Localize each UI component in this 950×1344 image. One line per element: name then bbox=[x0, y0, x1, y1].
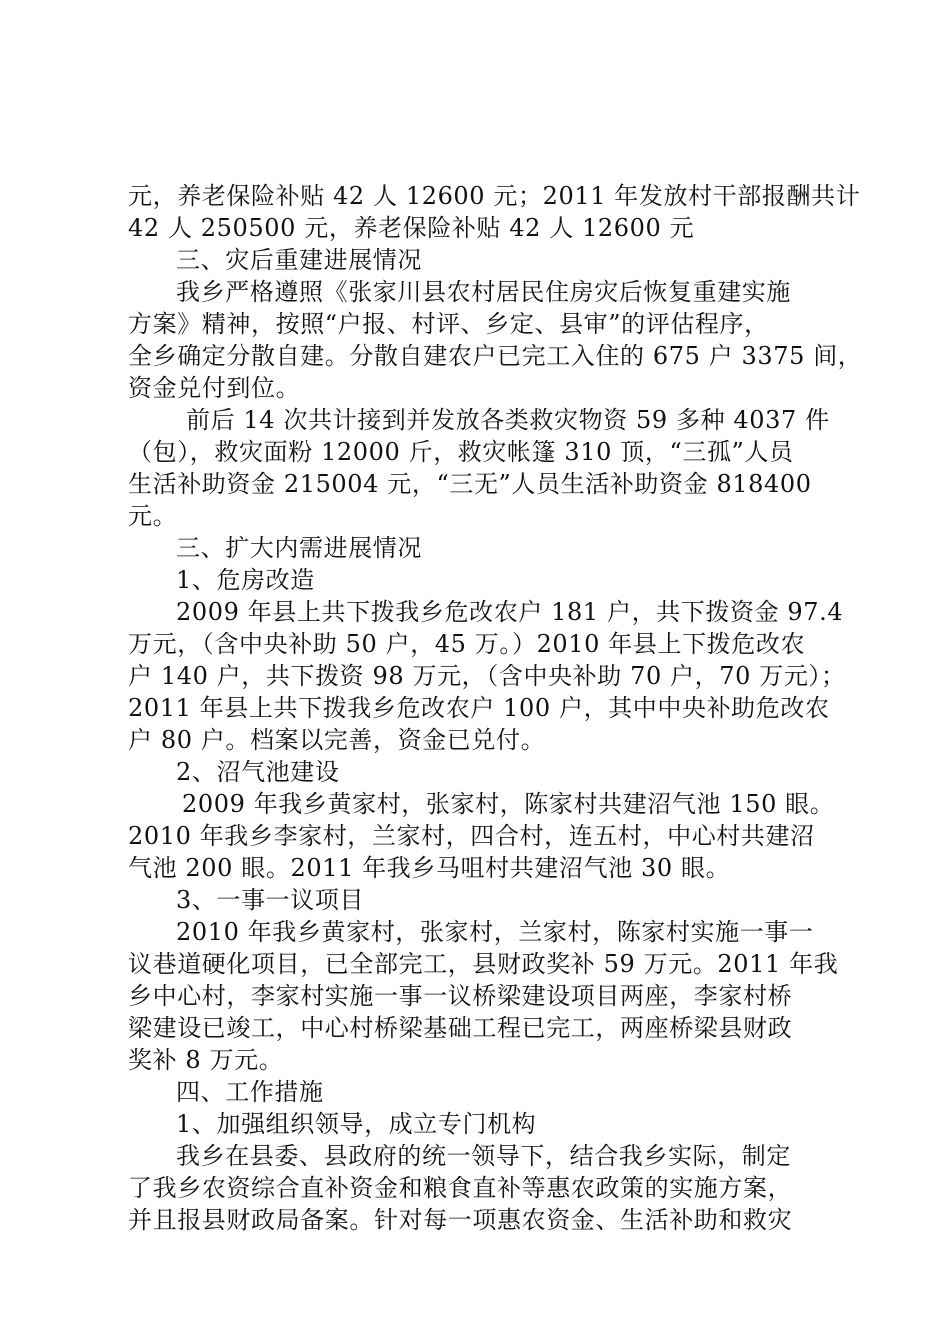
text-line: 方案》精神，按照“户报、村评、乡定、县审”的评估程序， bbox=[128, 310, 769, 338]
section-heading: 三、灾后重建进展情况 bbox=[176, 246, 422, 274]
text-line: 议巷道硬化项目，已全部完工，县财政奖补 59 万元。2011 年我 bbox=[128, 950, 839, 978]
subsection-heading: 3、一事一议项目 bbox=[176, 886, 365, 914]
text-line: 乡中心村，李家村实施一事一议桥梁建设项目两座，李家村桥 bbox=[128, 982, 793, 1010]
text-line: 户 140 户，共下拨资 98 万元，（含中央补助 70 户，70 万元）； bbox=[128, 662, 846, 690]
text-line: 2011 年县上共下拨我乡危改农户 100 户，其中中央补助危改农 bbox=[128, 694, 830, 722]
text-line: （包），救灾面粉 12000 斤，救灾帐篷 310 顶，“三孤”人员 bbox=[128, 438, 794, 466]
section-heading: 四、工作措施 bbox=[176, 1078, 324, 1106]
subsection-heading: 2、沼气池建设 bbox=[176, 758, 340, 786]
subsection-heading: 1、危房改造 bbox=[176, 566, 315, 594]
text-line: 全乡确定分散自建。分散自建农户已完工入住的 675 户 3375 间， bbox=[128, 342, 863, 370]
text-line: 资金兑付到位。 bbox=[128, 374, 301, 402]
text-line: 我乡在县委、县政府的统一领导下，结合我乡实际，制定 bbox=[176, 1142, 791, 1170]
text-line: 2010 年我乡李家村，兰家村，四合村，连五村，中心村共建沼 bbox=[128, 822, 815, 850]
text-line: 并且报县财政局备案。针对每一项惠农资金、生活补助和救灾 bbox=[128, 1206, 793, 1234]
text-line: 万元，（含中央补助 50 户，45 万。）2010 年县上下拨危改农 bbox=[128, 630, 806, 658]
text-line: 元，养老保险补贴 42 人 12600 元；2011 年发放村干部报酬共计 bbox=[128, 182, 861, 210]
text-line: 奖补 8 万元。 bbox=[128, 1046, 284, 1074]
text-line: 42 人 250500 元，养老保险补贴 42 人 12600 元 bbox=[128, 214, 695, 242]
text-line: 我乡严格遵照《张家川县农村居民住房灾后恢复重建实施 bbox=[176, 278, 791, 306]
text-line: 2009 年县上共下拨我乡危改农户 181 户，共下拨资金 97.4 bbox=[176, 598, 844, 626]
text-line: 户 80 户。档案以完善，资金已兑付。 bbox=[128, 726, 546, 754]
text-line: 元。 bbox=[128, 502, 178, 530]
text-line: 梁建设已竣工，中心村桥梁基础工程已完工，两座桥梁县财政 bbox=[128, 1014, 793, 1042]
section-heading: 三、扩大内需进展情况 bbox=[176, 534, 422, 562]
text-line: 2010 年我乡黄家村，张家村，兰家村，陈家村实施一事一 bbox=[176, 918, 814, 946]
text-line: 气池 200 眼。2011 年我乡马咀村共建沼气池 30 眼。 bbox=[128, 854, 731, 882]
subsection-heading: 1、加强组织领导，成立专门机构 bbox=[176, 1110, 537, 1138]
text-line: 2009 年我乡黄家村，张家村，陈家村共建沼气池 150 眼。 bbox=[182, 790, 835, 818]
text-line: 生活补助资金 215004 元，“三无”人员生活补助资金 818400 bbox=[128, 470, 812, 498]
text-line: 了我乡农资综合直补资金和粮食直补等惠农政策的实施方案， bbox=[128, 1174, 793, 1202]
text-line: 前后 14 次共计接到并发放各类救灾物资 59 多种 4037 件 bbox=[186, 406, 830, 434]
